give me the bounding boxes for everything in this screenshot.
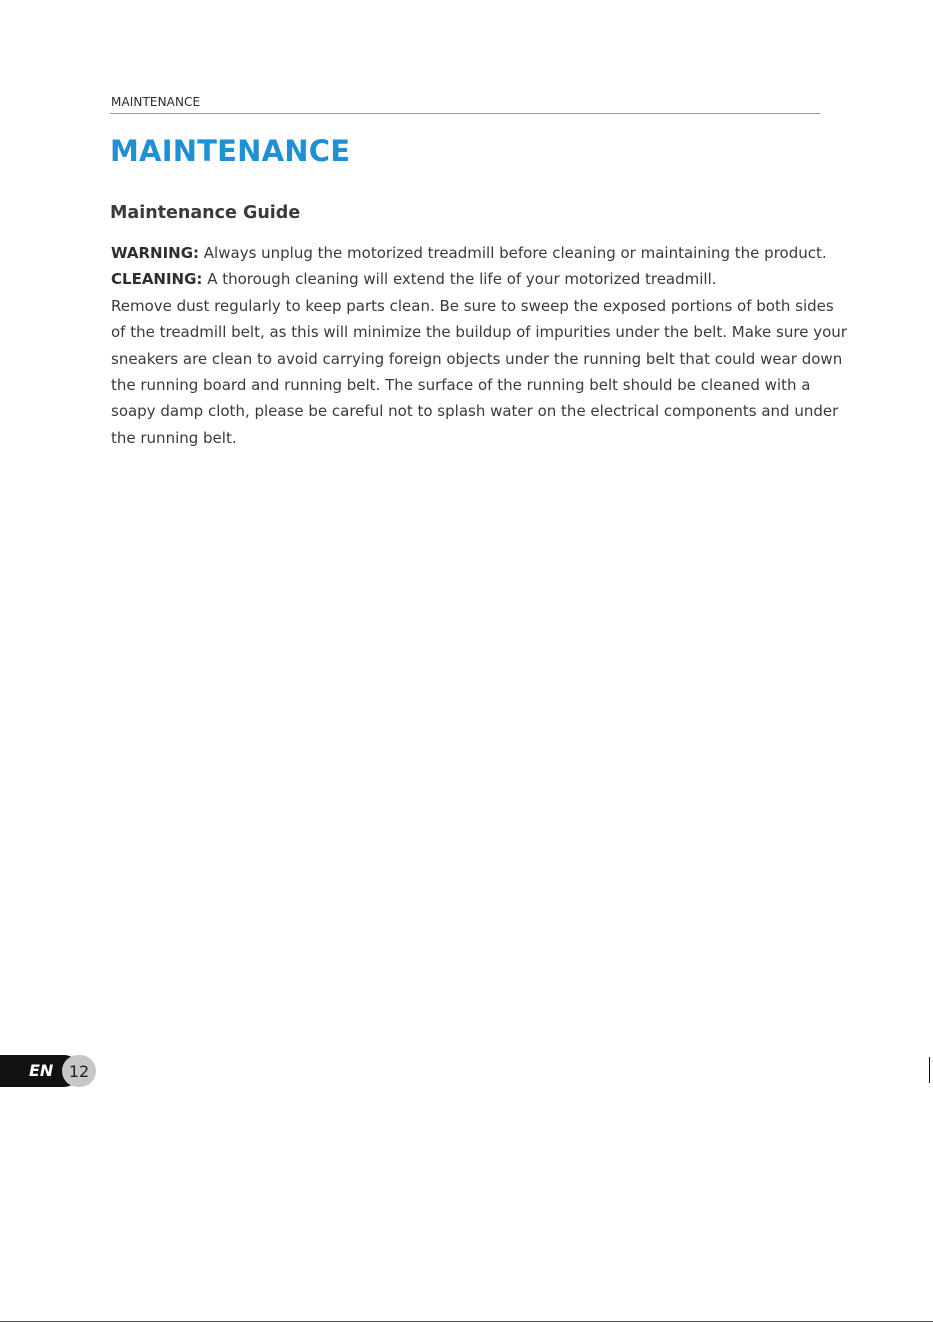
maintenance-body — [111, 240, 851, 451]
cleaning-label: CLEANING: — [111, 270, 203, 289]
page-number: 12 — [68, 1061, 90, 1081]
warning-text: Always unplug the motorized treadmill before cleaning or maintaining the product. — [199, 244, 827, 262]
cleaning-intro-paragraph — [111, 266, 851, 292]
bottom-border — [0, 1321, 933, 1322]
header-divider — [110, 113, 820, 114]
cleaning-paragraph: Remove dust regularly to keep parts clean. Be sure to sweep the exposed portions of both sides of the treadmill belt, as this will minimize the buildup of impurities under the belt. Make sure your sneakers are clean to avoid carrying foreign objects under the running belt that could wear down the running board and running belt. The surface of the running belt should be cleaned with a soapy damp cloth, please be careful not to splash water on the electrical components and under the running belt. — [111, 296, 847, 447]
footer-language-label: EN — [29, 1061, 54, 1080]
page-title: MAINTENANCE — [110, 134, 351, 168]
page-number-badge — [62, 1055, 96, 1087]
warning-label: WARNING: — [111, 244, 200, 262]
running-header: MAINTENANCE — [111, 95, 201, 109]
warning-paragraph — [111, 240, 851, 266]
crop-mark — [929, 1057, 930, 1083]
section-heading: Maintenance Guide — [110, 203, 301, 223]
cleaning-text: A thorough cleaning will extend the life of your motorized treadmill. — [202, 270, 717, 289]
